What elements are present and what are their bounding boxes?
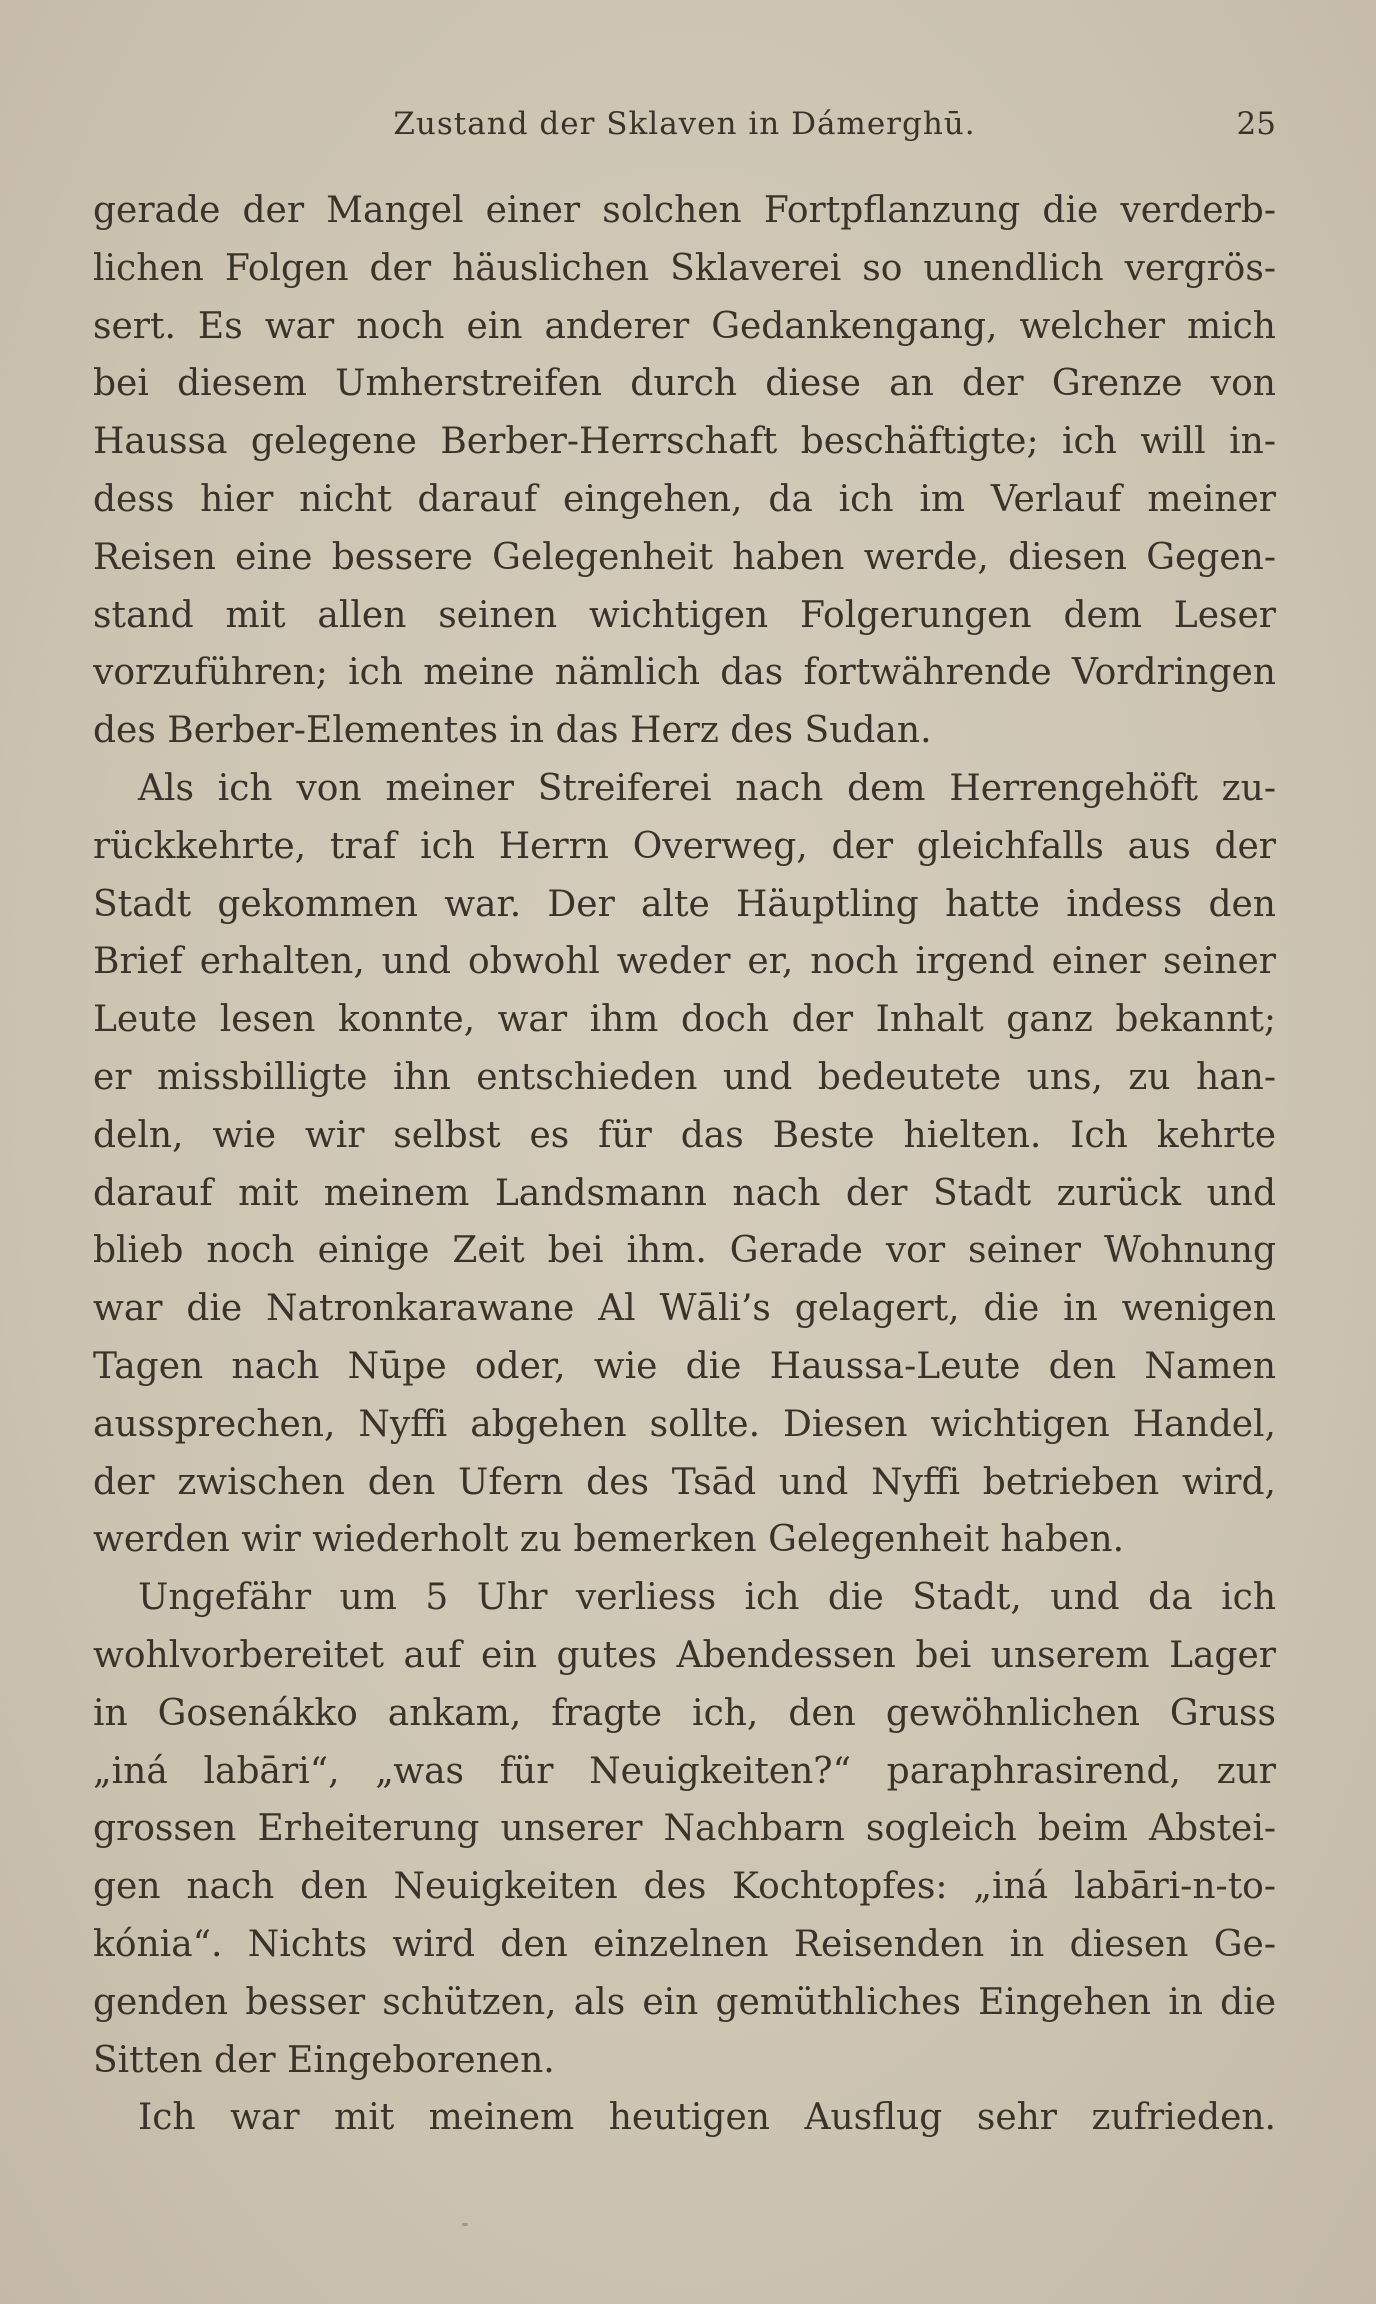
text-line: darauf mit meinem Landsmann nach der Stadt zurück und (93, 1172, 1276, 1214)
body-text (93, 182, 1276, 2147)
text-line: bei diesem Umherstreifen durch diese an der Grenze von (93, 363, 1276, 405)
text-line: kónia“. Nichts wird den einzelnen Reisenden in diesen Ge- (93, 1923, 1276, 1965)
text-line: wohlvorbereitet auf ein gutes Abendessen bei unserem Lager (93, 1634, 1276, 1676)
text-line: Tagen nach Nūpe oder, wie die Haussa-Leute den Namen (93, 1345, 1276, 1387)
page-header (93, 100, 1276, 148)
text-line: Ungefähr um 5 Uhr verliess ich die Stadt, und da ich (138, 1577, 1276, 1619)
text-line: Brief erhalten, und obwohl weder er, noch irgend einer seiner (93, 941, 1276, 983)
page-number: 25 (1236, 106, 1276, 142)
text-line: vorzuführen; ich meine nämlich das fortwährende Vordringen (93, 652, 1276, 694)
text-line: in Gosenákko ankam, fragte ich, den gewöhnlichen Gruss (93, 1692, 1276, 1734)
text-line: Stadt gekommen war. Der alte Häuptling hatte indess den (93, 883, 1276, 925)
text-line: rückkehrte, traf ich Herrn Overweg, der gleichfalls aus der (93, 825, 1276, 867)
text-line: des Berber-Elementes in das Herz des Sudan. (93, 710, 932, 752)
text-line: lichen Folgen der häuslichen Sklaverei so unendlich vergrös- (93, 247, 1276, 289)
text-line: Leute lesen konnte, war ihm doch der Inhalt ganz bekannt; (93, 999, 1276, 1041)
text-line: deln, wie wir selbst es für das Beste hielten. Ich kehrte (93, 1114, 1276, 1156)
text-line: Reisen eine bessere Gelegenheit haben werde, diesen Gegen- (93, 536, 1276, 578)
text-line: der zwischen den Ufern des Tsād und Nyffi betrieben wird, (93, 1461, 1276, 1503)
running-head: Zustand der Sklaven in Dámerghū. (393, 106, 976, 142)
text-line: gen nach den Neuigkeiten des Kochtopfes: „iná labāri-n-to- (93, 1866, 1276, 1908)
text-line: war die Natronkarawane Al Wāli’s gelagert, die in wenigen (93, 1288, 1276, 1330)
text-line: stand mit allen seinen wichtigen Folgerungen dem Leser (93, 594, 1276, 636)
text-line: „iná labāri“, „was für Neuigkeiten?“ paraphrasirend, zur (93, 1750, 1276, 1792)
text-line: aussprechen, Nyffi abgehen sollte. Diesen wichtigen Handel, (93, 1403, 1276, 1445)
text-line: Ich war mit meinem heutigen Ausflug sehr zufrieden. (138, 2097, 1276, 2139)
text-line: Haussa gelegene Berber-Herrschaft beschäftigte; ich will in- (93, 421, 1276, 463)
text-line: gerade der Mangel einer solchen Fortpflanzung die verderb- (93, 190, 1276, 231)
text-line: er missbilligte ihn entschieden und bedeutete uns, zu han- (93, 1056, 1276, 1098)
text-line: Als ich von meiner Streiferei nach dem Herrengehöft zu- (138, 767, 1276, 809)
text-line: dess hier nicht darauf eingehen, da ich im Verlauf meiner (93, 478, 1276, 520)
text-line: blieb noch einige Zeit bei ihm. Gerade vor seiner Wohnung (93, 1230, 1276, 1272)
text-line: sert. Es war noch ein anderer Gedankengang, welcher mich (93, 305, 1276, 347)
paper-speck (462, 2223, 468, 2226)
text-line: grossen Erheiterung unserer Nachbarn sogleich beim Abstei- (93, 1808, 1276, 1850)
text-line: genden besser schützen, als ein gemüthliches Eingehen in die (93, 1981, 1276, 2023)
text-line: werden wir wiederholt zu bemerken Gelegenheit haben. (93, 1519, 1125, 1561)
text-line: Sitten der Eingeborenen. (93, 2039, 555, 2081)
